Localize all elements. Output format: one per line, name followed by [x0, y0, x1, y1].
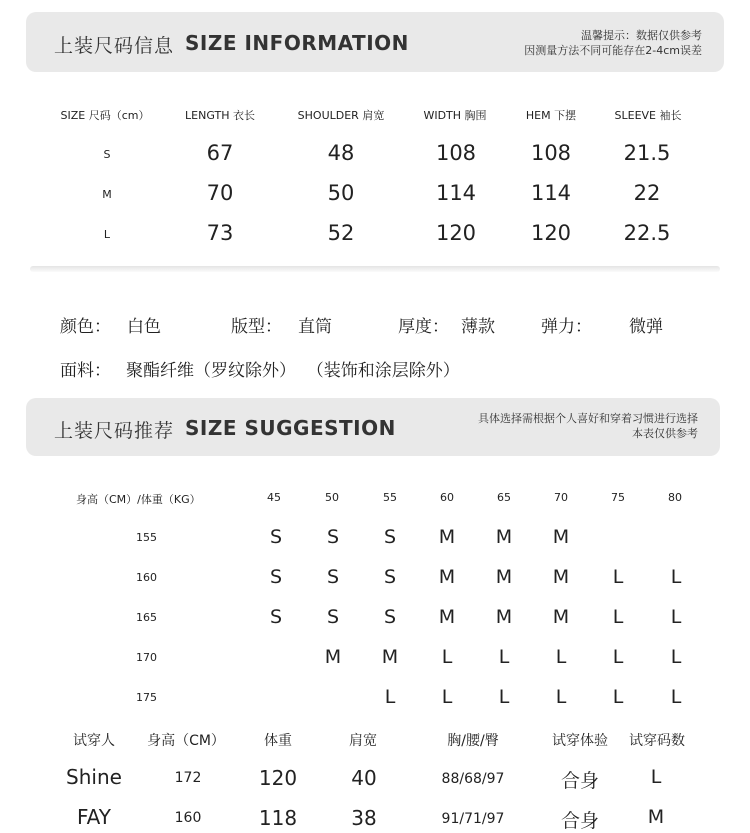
size-info-header-sleeve: SLEEVE 袖长 — [614, 109, 682, 122]
grid-corner-label: 身高（CM）/体重（KG） — [76, 493, 201, 506]
model-measurements: 88/68/97 — [441, 771, 505, 787]
size-info-cell: 114 — [435, 181, 477, 205]
size-info-title-cn: 上装尺码信息 — [54, 35, 175, 57]
elasticity-value: 微弹 — [629, 317, 663, 337]
grid-cell: L — [612, 566, 624, 588]
grid-cell: L — [555, 646, 567, 668]
grid-cell: M — [438, 606, 456, 628]
grid-cell: M — [324, 646, 342, 668]
grid-cell: M — [438, 526, 456, 548]
grid-weight-header: 65 — [497, 491, 511, 504]
grid-cell: L — [612, 686, 624, 708]
grid-height-label: 165 — [136, 611, 157, 624]
model-fit: 合身 — [560, 810, 600, 832]
grid-cell: L — [555, 686, 567, 708]
grid-cell: L — [441, 646, 453, 668]
model-weight: 118 — [258, 806, 298, 830]
model-shoulder: 38 — [351, 806, 377, 830]
model-header-name: 试穿人 — [73, 733, 115, 749]
model-header-size: 试穿码数 — [629, 733, 685, 749]
grid-cell: S — [326, 606, 340, 628]
size-suggestion-title-en: SIZE SUGGESTION — [185, 416, 396, 440]
size-suggestion-note-line1: 具体选择需根据个人喜好和穿着习惯进行选择 — [478, 412, 698, 425]
grid-cell: M — [495, 566, 513, 588]
model-height: 160 — [174, 810, 202, 826]
model-height: 172 — [174, 770, 202, 786]
grid-cell: S — [326, 526, 340, 548]
size-info-cell: 52 — [327, 221, 355, 245]
size-info-note — [524, 28, 702, 58]
size-info-cell: 21.5 — [623, 141, 671, 165]
size-suggestion-note-line2: 本表仅供参考 — [632, 427, 698, 440]
grid-cell: L — [670, 566, 682, 588]
model-header-shoulder: 肩宽 — [349, 733, 377, 749]
size-info-row-size: L — [103, 228, 111, 241]
grid-cell: L — [612, 646, 624, 668]
model-weight: 120 — [258, 766, 298, 790]
grid-cell: M — [495, 526, 513, 548]
model-shoulder: 40 — [351, 766, 377, 790]
size-info-row-size: M — [102, 188, 112, 201]
grid-cell: M — [552, 606, 570, 628]
color-label: 颜色： — [60, 317, 111, 337]
size-info-cell: 50 — [327, 181, 355, 205]
grid-cell: L — [498, 686, 510, 708]
grid-height-label: 170 — [136, 651, 157, 664]
model-header-height: 身高（CM） — [147, 733, 225, 749]
size-info-cell: 108 — [530, 141, 572, 165]
model-header-measurements: 胸/腰/臀 — [447, 733, 499, 749]
size-info-header-width: WIDTH 胸围 — [423, 109, 487, 122]
grid-weight-header: 70 — [554, 491, 568, 504]
grid-cell: S — [383, 566, 397, 588]
grid-cell: L — [612, 606, 624, 628]
size-info-header-shoulder: SHOULDER 肩宽 — [297, 109, 385, 122]
size-info-cell: 67 — [206, 141, 234, 165]
size-info-cell: 120 — [530, 221, 572, 245]
grid-cell: M — [495, 606, 513, 628]
model-header-fit: 试穿体验 — [552, 733, 608, 749]
model-name: FAY — [76, 805, 112, 829]
size-info-note-line2: 因测量方法不同可能存在2-4cm误差 — [524, 44, 702, 57]
grid-cell: S — [383, 606, 397, 628]
size-info-cell: 70 — [206, 181, 234, 205]
fabric-label: 面料： — [60, 361, 111, 381]
grid-cell: M — [381, 646, 399, 668]
thickness-label: 厚度： — [398, 317, 449, 337]
grid-cell: L — [441, 686, 453, 708]
size-info-title-en: SIZE INFORMATION — [185, 31, 409, 55]
grid-weight-header: 55 — [383, 491, 397, 504]
grid-cell: L — [384, 686, 396, 708]
size-suggestion-title-cn: 上装尺码推荐 — [54, 420, 175, 442]
size-info-row-size: S — [103, 148, 111, 161]
model-size: M — [647, 806, 665, 828]
grid-weight-header: 75 — [611, 491, 625, 504]
thickness-value: 薄款 — [461, 317, 495, 337]
grid-cell: S — [269, 526, 283, 548]
model-fit: 合身 — [560, 770, 600, 792]
grid-height-label: 160 — [136, 571, 157, 584]
grid-cell: M — [552, 566, 570, 588]
size-info-cell: 22.5 — [623, 221, 671, 245]
model-size: L — [650, 766, 662, 788]
grid-cell: L — [670, 686, 682, 708]
color-value: 白色 — [127, 317, 161, 337]
model-measurements: 91/71/97 — [441, 811, 505, 827]
elasticity-label: 弹力： — [541, 317, 592, 337]
size-info-cell: 114 — [530, 181, 572, 205]
size-suggestion-note — [478, 411, 698, 441]
grid-cell: L — [670, 646, 682, 668]
grid-height-label: 155 — [136, 531, 157, 544]
size-info-cell: 108 — [435, 141, 477, 165]
grid-cell: S — [326, 566, 340, 588]
model-header-weight: 体重 — [264, 733, 292, 749]
grid-weight-header: 45 — [267, 491, 281, 504]
size-info-header-hem: HEM 下摆 — [525, 109, 577, 122]
grid-cell: L — [498, 646, 510, 668]
size-info-cell: 73 — [206, 221, 234, 245]
grid-cell: S — [269, 566, 283, 588]
grid-cell: M — [552, 526, 570, 548]
fabric-value: 聚酯纤维（罗纹除外） （装饰和涂层除外） — [126, 361, 460, 381]
grid-weight-header: 80 — [668, 491, 682, 504]
section-divider — [30, 266, 720, 272]
grid-cell: S — [383, 526, 397, 548]
size-info-note-line1: 温馨提示：数据仅供参考 — [581, 29, 702, 42]
grid-weight-header: 60 — [440, 491, 454, 504]
grid-cell: S — [269, 606, 283, 628]
grid-height-label: 175 — [136, 691, 157, 704]
grid-cell: M — [438, 566, 456, 588]
size-info-cell: 22 — [633, 181, 661, 205]
grid-weight-header: 50 — [325, 491, 339, 504]
size-info-cell: 48 — [327, 141, 355, 165]
size-info-header-length: LENGTH 衣长 — [185, 109, 255, 122]
fit-value: 直筒 — [298, 317, 332, 337]
size-info-cell: 120 — [435, 221, 477, 245]
size-info-header-size: SIZE 尺码（cm） — [60, 109, 150, 122]
grid-cell: L — [670, 606, 682, 628]
model-name: Shine — [66, 765, 122, 789]
fit-label: 版型： — [231, 317, 282, 337]
